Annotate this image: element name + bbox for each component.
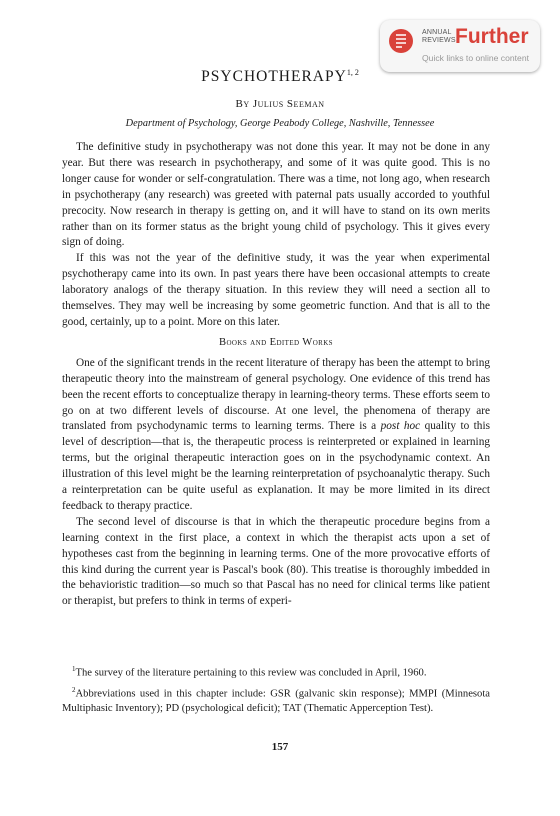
footnote-1 — [62, 662, 490, 681]
paragraph-books-1-part-b: quality to this level of description—that is, the therapeutic process is reinterpreted or explained in learning terms, but the original therapeutic interaction goes on in the psychodynamic context. An illustration of this level might be the learning reinterpretation of psychoanalytic therapy. Such a reinterpretation can be quite useful as explanation. It may be more limited in its direct feedback to therapy practice. — [62, 420, 490, 512]
author-affiliation: Department of Psychology, George Peabody College, Nashville, Tennessee — [125, 118, 435, 129]
title-footnote-marks: 1, 2 — [346, 68, 359, 77]
paragraph-books-2: The second level of discourse is that in which the therapeutic procedure begins from a learning context in the first place, a context in which the therapist acts upon a set of hypotheses cast from the beginning in learning terms. One of the more provocative efforts of this kind during the current year is Pascal's book (80). This treatise is thoroughly imbedded in the behavioristic tradition—so much so that Pascal has no need for clinical terms like patient or therapist, but prefers to think in terms of experi- — [62, 515, 490, 608]
chapter-title-text: PSYCHOTHERAPY — [201, 68, 347, 86]
page-number: 157 — [271, 741, 289, 753]
badge-annual-reviews — [422, 29, 456, 45]
footnote-2-text: Abbreviations used in this chapter include: GSR (galvanic skin response); MMPI (Minnesota Multiphasic Inventory); PD (psychological deficit); TAT (Thematic Apperception Test). — [62, 688, 490, 714]
annual-reviews-logo-icon — [389, 29, 413, 53]
badge-further-label[interactable]: Further — [455, 25, 529, 48]
paragraph-books-1 — [62, 356, 490, 515]
author-line: By Julius Seeman — [235, 98, 325, 110]
footnote-1-mark: 1 — [72, 665, 76, 673]
footnote-2-mark: 2 — [72, 685, 76, 694]
article-body — [62, 140, 490, 610]
badge-subtitle[interactable]: Quick links to online content — [422, 53, 530, 63]
footnotes — [62, 662, 490, 718]
paragraph-intro-2: If this was not the year of the definitive study, it was the year when experimental psychotherapy came into its own. In past years there have been occasional attempts to create laboratory analogs of the therapy situation. In this review they will need a section all to themselves. They may well be increasing by some geometric function. And that is all to the good, certainly, up to a point. More on this later. — [62, 252, 490, 328]
paragraph-intro-1: The definitive study in psychotherapy was not done this year. It may not be done in any year. But there was research in psychotherapy, and some of it was quite good. This is no longer cause for wonder or self-congratulation. There was a time, not long ago, when research in psychotherapy (any research) was greeted with paternal pats usually accorded to youthful precocity. Now research in therapy is getting on, and it will have to stand on its own merits rather than on its former status as the bright young child of psychology. This it gives every sign of doing. — [62, 141, 490, 249]
further-links-badge[interactable] — [380, 20, 540, 72]
footnote-2 — [62, 683, 490, 716]
badge-annual-label: ANNUAL — [422, 29, 452, 36]
section-heading: Books and Edited Works — [219, 336, 333, 348]
badge-reviews-label: REVIEWS — [422, 37, 456, 44]
chapter-title — [0, 68, 560, 86]
footnote-1-text: The survey of the literature pertaining to this review was concluded in April, 1960. — [75, 667, 427, 679]
post-hoc-italic: post hoc — [380, 420, 421, 433]
paragraph-books-1-part-a: One of the significant trends in the recent literature of therapy has been the attempt to bring therapeutic theory into the mainstream of general psychology. One evidence of this trend has been the recent efforts to conceptualize therapy in learning-theory terms. These efforts seem to go on at two different levels of discourse. At one level, the phenomena of therapy are translated from psychodynamic terms to learning terms. There is a — [62, 356, 490, 433]
